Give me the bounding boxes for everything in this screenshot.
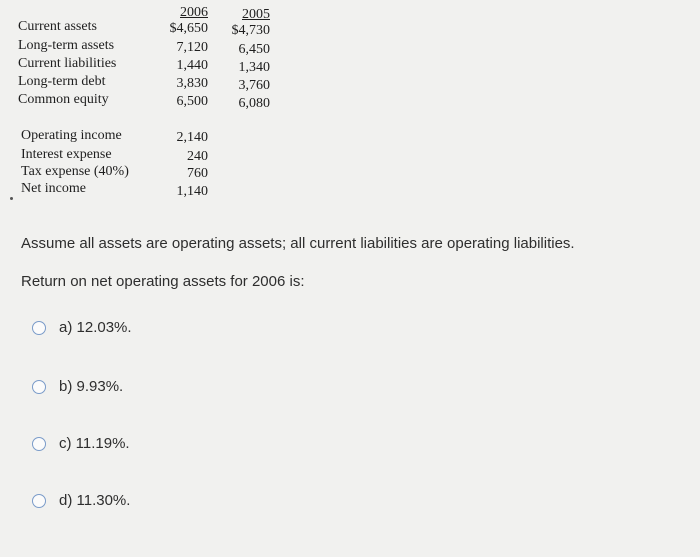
- value-2006-current-assets: $4,650: [169, 21, 208, 36]
- value-2006-operating-income: 2,140: [176, 130, 208, 145]
- header-2005: 2005: [242, 7, 270, 22]
- row-label-long-term-assets: Long-term assets: [18, 38, 115, 53]
- row-label-current-liabilities: Current liabilities: [18, 56, 117, 71]
- value-2006-long-term-debt: 3,830: [176, 76, 208, 91]
- radio-icon[interactable]: [32, 321, 46, 335]
- value-2006-net-income: 1,140: [176, 184, 208, 199]
- value-2006-tax-expense: 760: [187, 166, 208, 181]
- header-2006: 2006: [180, 5, 208, 20]
- row-label-current-assets: Current assets: [18, 19, 97, 34]
- radio-icon[interactable]: [32, 380, 46, 394]
- option-c[interactable]: [32, 435, 130, 452]
- option-b[interactable]: [32, 378, 123, 395]
- row-label-operating-income: Operating income: [21, 128, 122, 143]
- value-2005-long-term-assets: 6,450: [238, 42, 270, 57]
- row-label-tax-expense: Tax expense (40%): [21, 164, 129, 179]
- financial-table: [0, 0, 700, 210]
- value-2006-common-equity: 6,500: [176, 94, 208, 109]
- option-a-label: a) 12.03%.: [59, 319, 132, 336]
- value-2005-current-assets: $4,730: [231, 23, 270, 38]
- row-label-common-equity: Common equity: [18, 92, 109, 107]
- value-2006-long-term-assets: 7,120: [176, 40, 208, 55]
- row-label-long-term-debt: Long-term debt: [18, 74, 106, 89]
- option-d[interactable]: [32, 492, 130, 509]
- option-a[interactable]: [32, 319, 132, 336]
- assumption-text: Assume all assets are operating assets; all current liabilities are operating liabilities.: [21, 235, 575, 252]
- radio-icon[interactable]: [32, 494, 46, 508]
- value-2005-common-equity: 6,080: [238, 96, 270, 111]
- value-2006-current-liabilities: 1,440: [176, 58, 208, 73]
- option-b-label: b) 9.93%.: [59, 378, 124, 395]
- value-2005-current-liabilities: 1,340: [238, 60, 270, 75]
- option-c-label: c) 11.19%.: [59, 435, 130, 452]
- row-label-interest-expense: Interest expense: [21, 147, 112, 162]
- speck-mark: [10, 197, 13, 200]
- value-2005-long-term-debt: 3,760: [238, 78, 270, 93]
- value-2006-interest-expense: 240: [187, 149, 208, 164]
- question-prompt: Return on net operating assets for 2006 is:: [21, 273, 305, 290]
- row-label-net-income: Net income: [21, 181, 86, 196]
- option-d-label: d) 11.30%.: [59, 492, 131, 509]
- radio-icon[interactable]: [32, 437, 46, 451]
